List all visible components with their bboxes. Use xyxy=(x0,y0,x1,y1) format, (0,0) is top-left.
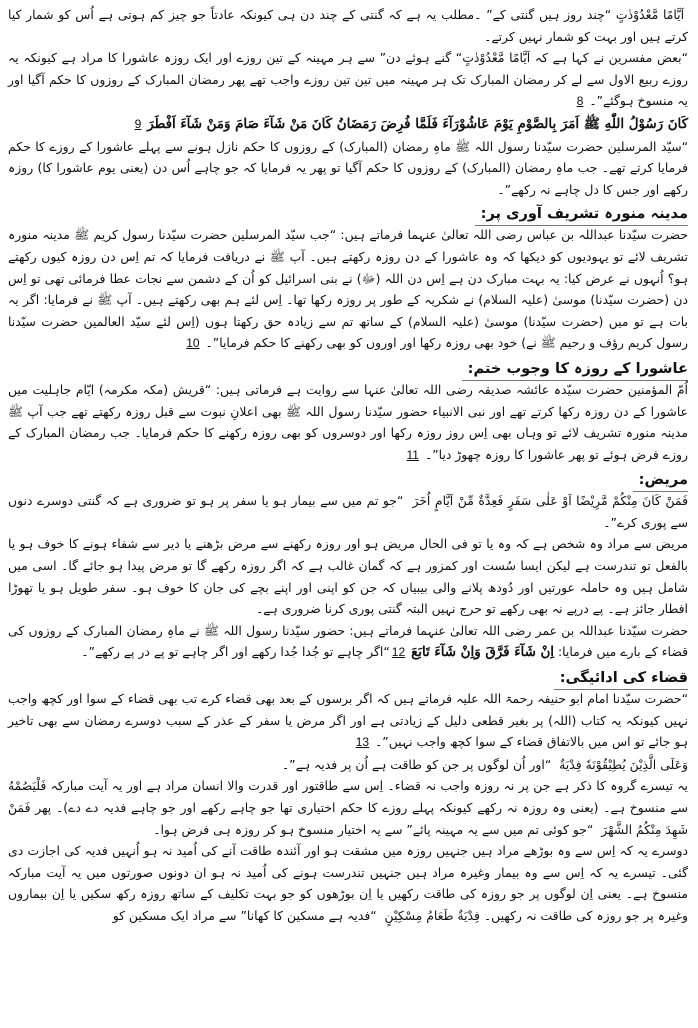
paragraph-elderly: دوسرے یہ کہ اِس سے وہ بوڑھے مراد ہیں جنہیں روزہ میں مشقت ہو اور آئندہ طاقت آنے کی اُمید نہ ہو اُنہیں فدیہ کی اجازت دی گئی۔ تیسرے یہ کہ اِس سے وہ بیمار وغیرہ مراد ہیں جنہیں تندرست ہونے کی اُمید نہ ہو ان دونوں صورتوں میں یہ آیت مبارکہ منسوخ ہے۔ یعنی اِن لوگوں پر جو روزہ کی طاقت رکھیں یا اِن بوڑھوں کو جو بہت تکلیف کے ساتھ روزہ رکھ سکیں یا اِن بیماروں وغیرہ پر جو روزہ کی طاقت نہ رکھیں۔ فِدْيَةٌ طَعَامُ مِسْكِيْنٍ ‏ “فدیہ ہے مسکین کا کھانا” سے مراد ایک مسکین کو xyxy=(8,843,688,923)
ibn-umar-arabic: اِنْ شَآءَ فَرَّقَ وَاِنْ شَآءَ تَابَعَ xyxy=(411,644,555,661)
paragraph-sick-meaning: مریض سے مراد وہ شخص ہے کہ وہ یا تو فی الحال مریض ہو اور روزہ رکھنے سے مرض بڑھنے یا دیر سے شفاء ہونے کا خوف ہو یا بالفعل تو تندرست ہے لیکن ایسا سُست اور کمزور ہے کہ گمان غالب ہے کہ اگر روزہ رکھے گا تو مرض پیدا ہو جائے گا۔ اسی میں شامل ہیں وہ حاملہ عورتیں اور دُودھ پلانے والی بیبیاں کہ جن کو اپنی اور اپنے بچے کی جان کا خوف ہو۔ سفر طویل ہو یا تھوڑا افطار جائز ہے۔ پے درپے نہ بھی رکھے تو حرج نہیں البتہ گنتی پوری کرنا ضروری ہے۔ xyxy=(8,536,688,617)
heading-sick: مریض: xyxy=(633,469,688,492)
footnote-ref-9: 9 xyxy=(134,116,142,131)
hadith-arabic-text: كَانَ رَسُوْلُ اللّٰهِ ﷺ اَمَرَ بِالصَّوْمِ يَوْمَ عَاشُوْرَآءَ فَلَمَّا فُرِضَ رَمَضَانُ كَانَ مَنْ شَآءَ صَامَ وَمَنْ شَآءَ اَفْطَرَ xyxy=(147,115,688,132)
paragraph-fidya-verse: وَعَلَى الَّذِيْنَ يُطِيْقُوْنَهٗ فِدْيَةٌ ‏ “اور اُن لوگوں پر جن کو طاقت ہے اُن پر فدیہ ہے”۔ xyxy=(281,756,688,772)
paragraph-mufassirin-text: “بعض مفسرین نے کہا ہے کہ اَيَّامًا مَّعْدُوْدٰتٍ“ گنے ہوئے دن” سے ہر مہینہ کے تین روزے اور ایک روزہ عاشورا کا مراد ہے کیونکہ یہ روزے ربیع الاول سے لے کر رمضان المبارک تک ہر مہینہ میں تین تین روزے واجب تھے پھر رمضان المبارک کے روزوں کا حکم آگیا اور یہ منسوخ ہوگئے”۔ xyxy=(8,50,688,109)
paragraph-abu-hanifa-text: “حضرت سیّدنا امام ابو حنیفہ رحمۃ اللہ علیہ فرماتے ہیں کہ اگر برسوں کے بعد بھی قضاء کرے تب بھی قضاء کے سوا اور کچھ واجب نہیں کیونکہ یہ کتاب (اللہ) پر بغیر قطعی دلیل کے زیادتی ہے اور اگر مرض یا سفر کے عذر کے سبب دوسرے رمضان سے بھی تاخیر ہو جائے تو اس میں بالاتفاق قضاء کے سوا کچھ واجب نہیں”۔ xyxy=(8,691,688,750)
paragraph-sick-verse: فَمَنْ كَانَ مِنْكُمْ مَّرِيْضًا اَوْ عَلٰى سَفَرٍ فَعِدَّةٌ مِّنْ اَيَّامٍ اُخَرَ ‏ “جو تم میں سے بیمار ہو یا سفر پر ہو تو ضروری ہے کہ گنتی دوسرے دنوں سے پوری کرے”۔ xyxy=(8,493,688,530)
heading-qada: قضاء کی ادائیگی: xyxy=(554,667,688,690)
section-madinah-arrival xyxy=(8,200,688,355)
paragraph-abu-hanifa xyxy=(8,688,688,754)
footnote-ref-11: 11 xyxy=(406,447,419,462)
paragraph-ibn-abbas xyxy=(8,224,688,355)
footnote-ref-10: 10 xyxy=(186,336,200,351)
paragraph-hadith-arabic xyxy=(8,113,688,136)
heading-ashura-obligation-ended: عاشورا کے روزہ کا وجوب ختم: xyxy=(462,358,688,381)
paragraph-counted-days: ‏ اَيَّامًا مَّعْدُوْدٰتٍ ‏“چند روز ہیں گنتی کے” ۔مطلب یہ ہے کہ گنتی کے چند دن ہی کیونکہ عادتاً جو چیز کم ہوتی ہے اُس کو شمار کیا کرتے ہیں اور بہت کو شمار نہیں کرتے۔ xyxy=(8,7,688,44)
footnote-ref-12: 12 xyxy=(391,645,406,660)
ibn-umar-translation: “اگر چاہے تو جُدا جُدا رکھے اور اگر چاہے تو پے در پے رکھے”۔ xyxy=(81,644,390,660)
heading-madinah-arrival: مدینہ منورہ تشریف آوری پر: xyxy=(475,203,688,226)
section-sick xyxy=(8,466,688,664)
paragraph-ashura-command: “سیّد المرسلین حضرت سیّدنا رسول اللہ ﷺ ماہِ رمضان (المبارک) کے روزوں کا حکم نازل ہونے سے پہلے عاشورا کے روزے کا حکم فرمایا کرتے تھے۔ جب ماہِ رمضان (المبارک) کے روزوں کا حکم آگیا تو پھر یہ فرمایا کہ جو چاہے اُس دن (یعنی یوم عاشورا کا) روزہ رکھے اور جس کا دل چاہے نہ رکھے”۔ xyxy=(8,138,688,197)
paragraph-aisha-text: اُمّ المؤمنین حضرت سیّدہ عائشہ صدیقہ رضی اللہ تعالیٰ عنہا سے روایت ہے فرماتی ہیں: “قریش (مکہ مکرمہ) ایّام جاہلیت میں عاشورا کے دن روزہ رکھا کرتے تھے اور نبی الانبیاء حضور سیّدنا رسول اللہ ﷺ بھی اعلانِ نبوت سے قبل روزہ رکھتے تھے جب آپ ﷺ مدینہ منورہ تشریف لائے تو وہاں بھی اِس روز روزہ رکھا اور دوسروں کو بھی روزہ رکھنے کا حکم فرمایا۔ جب رمضان المبارک کے روزے فرض ہوئے تو پھر عاشورا کا روزہ چھوڑ دیا”۔ xyxy=(8,381,688,462)
paragraph-mufassirin xyxy=(8,47,688,113)
paragraph-ibn-umar-text: حضرت سیّدنا عبداللہ بن عمر رضی اللہ تعالیٰ عنہما فرماتے ہیں: حضور سیّدنا رسول اللہ ﷺ نے ماہِ رمضان المبارک کے روزوں کی قضاء کے بارے میں فرمایا: xyxy=(8,622,688,660)
paragraph-third-group: یہ تیسرے گروہ کا ذکر ہے جن پر نہ روزہ واجب نہ قضاء۔ اِس سے طاقتور اور قدرت والا انسان مراد ہے اور یہ آیت مبارکہ فَلْيَصُمْهُ سے منسوخ ہے۔ (یعنی وہ روزہ نہ رکھے کیونکہ پہلے روزے کا حکم اختیاری تھا جو چاہے رکھے اور جو چاہے فدیہ دے دے)۔ پھر فَمَنْ شَهِدَ مِنْكُمُ الشَّهْرَ ‏ “جو کوئی تم میں سے یہ مہینہ پائے” سے یہ اختیار منسوخ ہو کر روزہ ہی فرض ہوا۔ xyxy=(8,778,688,837)
footnote-ref-13: 13 xyxy=(355,735,370,750)
section-ayyam-maadudat xyxy=(8,4,688,200)
footnote-ref-8: 8 xyxy=(576,94,584,109)
section-ashura-obligation-ended xyxy=(8,355,688,466)
paragraph-aisha xyxy=(8,379,688,466)
paragraph-ibn-abbas-text: حضرت سیّدنا عبداللہ بن عباس رضی اللہ تعالیٰ عنہما فرماتے ہیں: “جب سیّد المرسلین حضرت سیّدنا رسول کریم ﷺ مدینہ منورہ تشریف لائے تو یہودیوں کو دیکھا کہ وہ عاشورا کے دن روزہ رکھتے ہیں۔ آپ ﷺ نے دریافت فرمایا کہ تم اِس دن روزہ کیوں رکھتے ہو؟ اُنہوں نے عرض کیا: یہ بہت مبارک دن ہے اِس دن اللہ (ﷻ) نے بنی اسرائیل کو اُن کے دشمن سے نجات عطا فرمائی تھی تو اِس دن (حضرت سیّدنا) موسیٰ (علیہ السلام) نے شکریہ کے طور پر روزہ رکھا تھا۔ اِس لئے ہم بھی رکھتے ہیں۔ آپ ﷺ نے فرمایا: اگر یہ بات ہے تو میں (حضرت سیّدنا) موسیٰ (علیہ السلام) کے ساتھ تم سے زیادہ حق رکھتا ہوں (اِس لئے سیّد العالمین حضرت سیّدنا رسول کریم رؤف و رحیم ﷺ نے) خود بھی روزہ رکھا اور اوروں کو بھی رکھنے کا حکم فرمایا”۔ xyxy=(8,227,688,351)
paragraph-ibn-umar xyxy=(8,620,688,664)
section-qada xyxy=(8,664,688,927)
